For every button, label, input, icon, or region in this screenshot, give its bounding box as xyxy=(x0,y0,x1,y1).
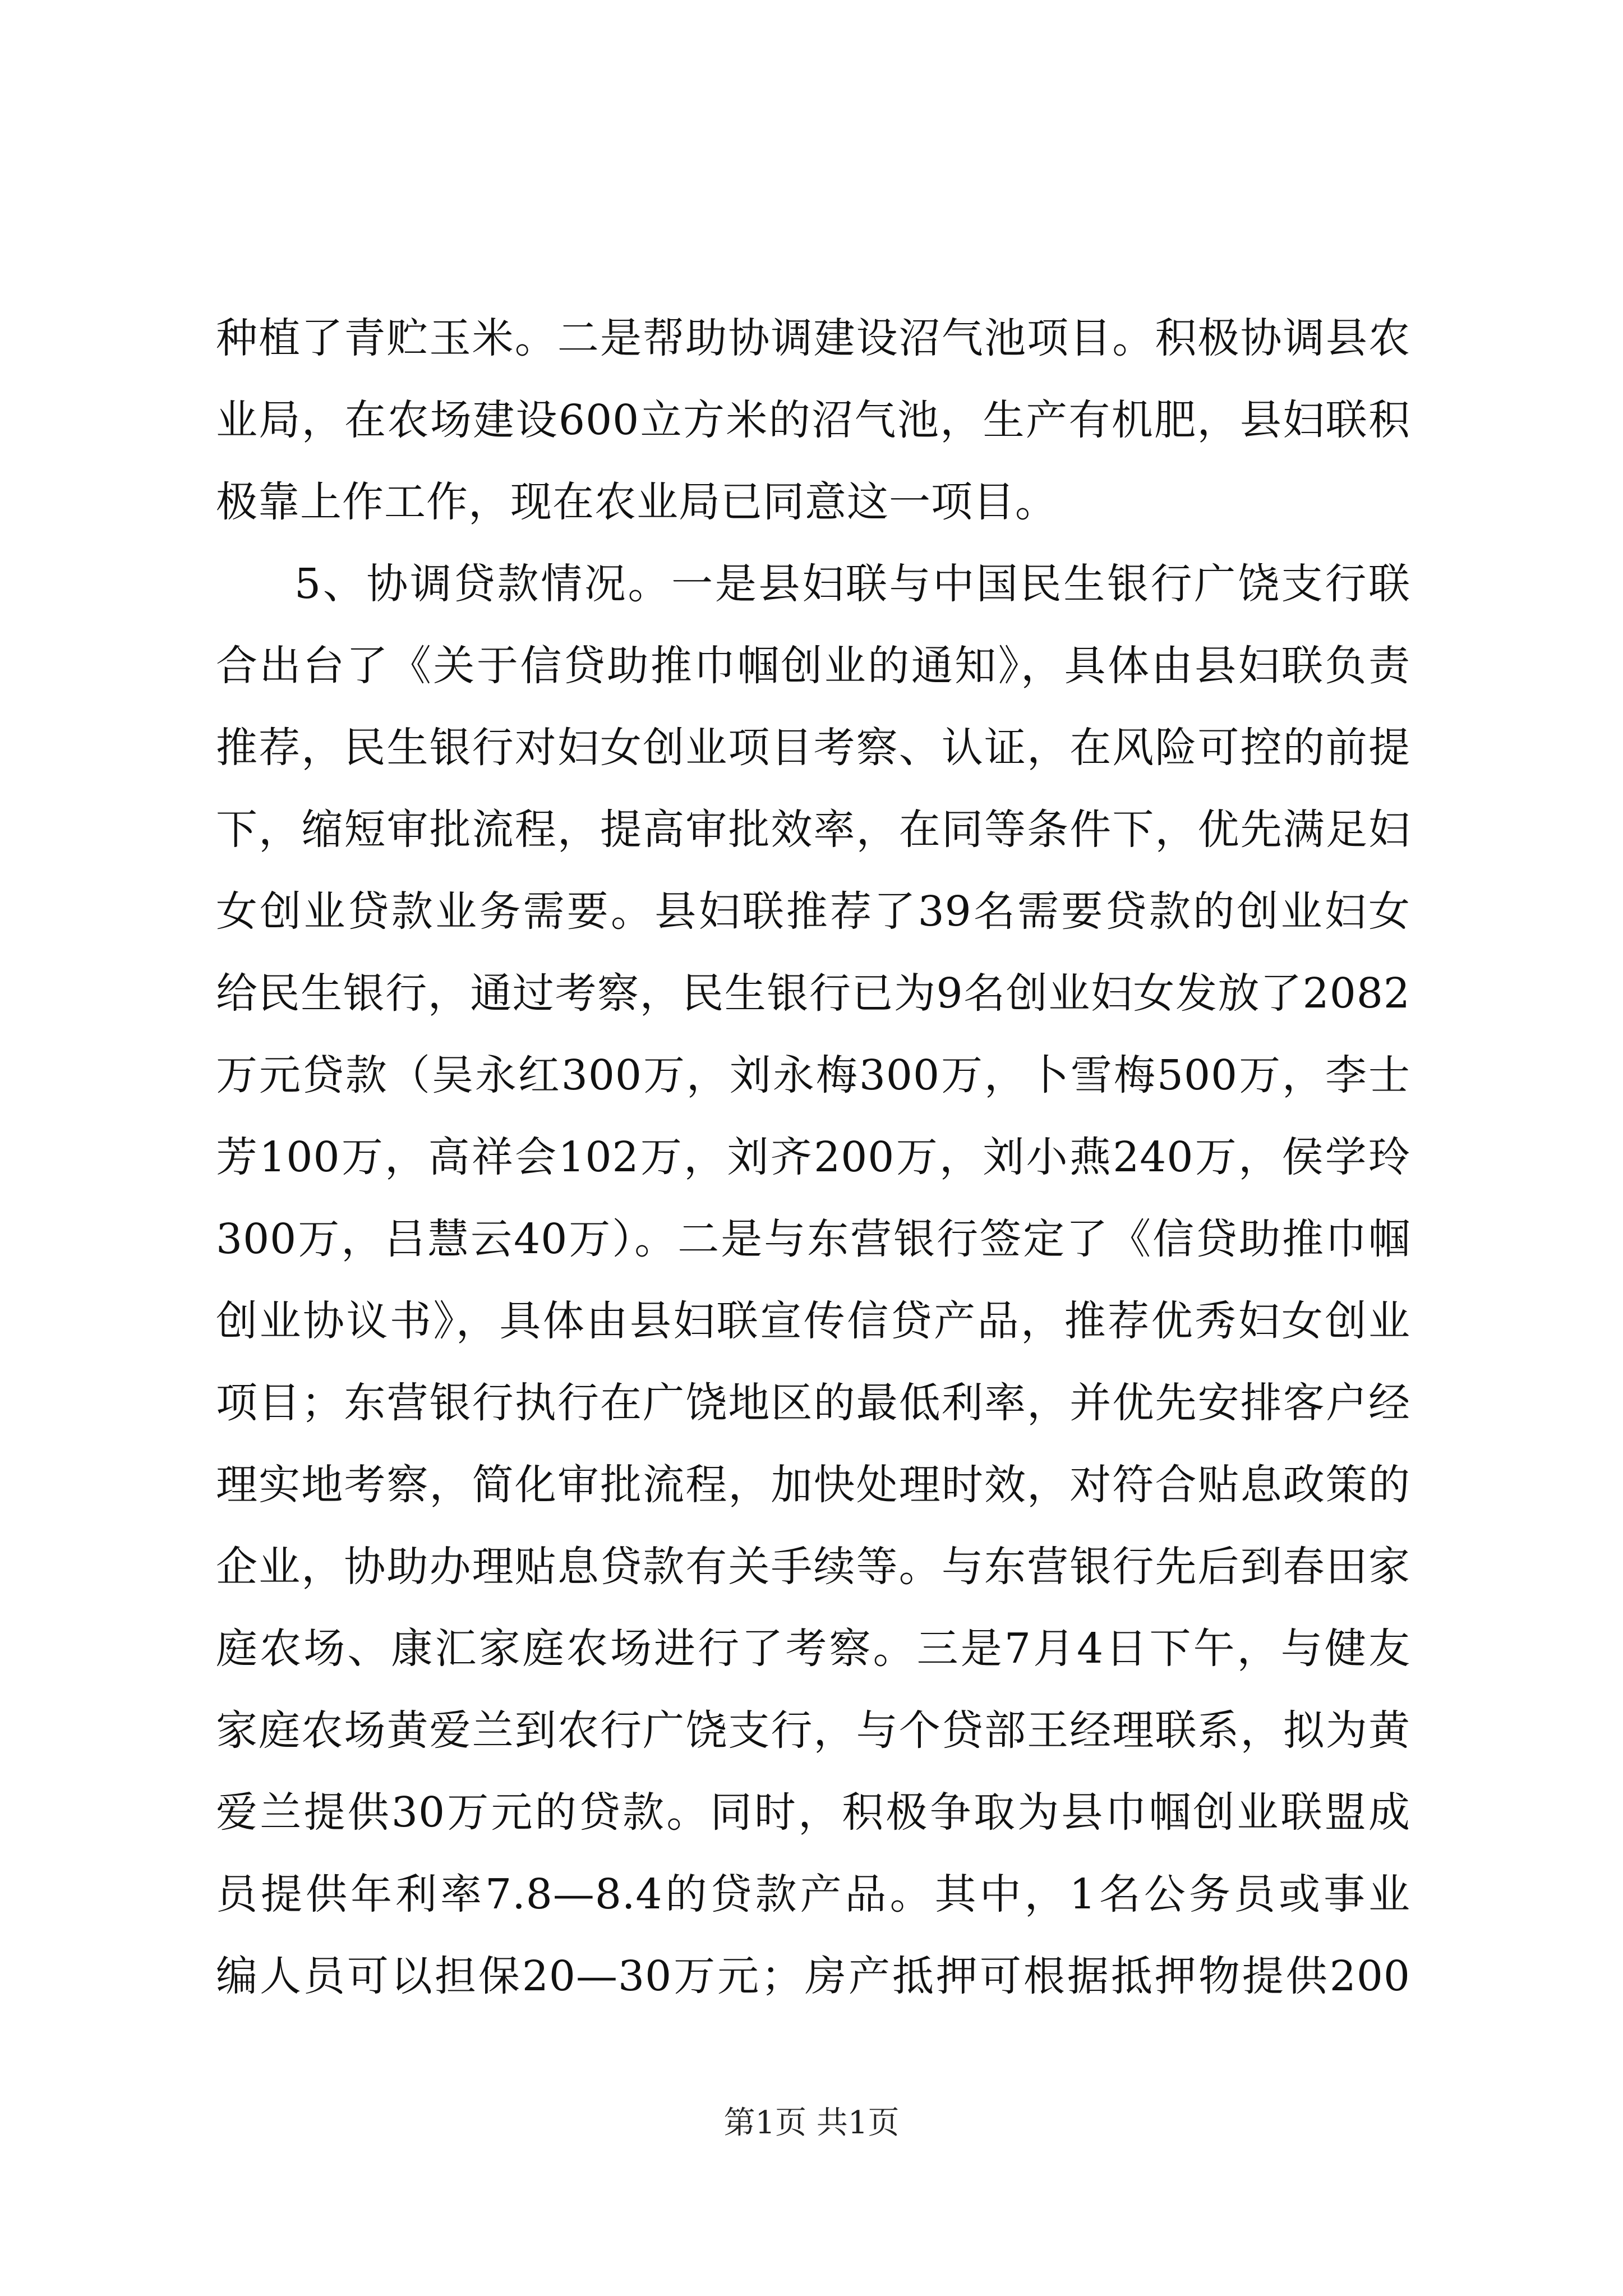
text-line: 合出台了《关于信贷助推巾帼创业的通知》，具体由县妇联负责 xyxy=(216,642,1410,690)
paragraph-1 xyxy=(216,297,1410,543)
text-line: 下，缩短审批流程，提高审批效率，在同等条件下，优先满足妇 xyxy=(216,806,1410,854)
text-line: 庭农场、康汇家庭农场进行了考察。三是7月4日下午，与健友 xyxy=(216,1625,1410,1673)
text-line: 员提供年利率7.8—8.4的贷款产品。其中，1名公务员或事业 xyxy=(216,1870,1410,1918)
page-number-footer: 第1页 共1页 xyxy=(723,2105,900,2141)
text-line: 业局，在农场建设600立方米的沼气池，生产有机肥，县妇联积 xyxy=(216,396,1410,444)
text-line: 理实地考察，简化审批流程，加快处理时效，对符合贴息政策的 xyxy=(216,1461,1410,1509)
text-line: 种植了青贮玉米。二是帮助协调建设沼气池项目。积极协调县农 xyxy=(216,314,1410,362)
text-line: 300万，吕慧云40万）。二是与东营银行签定了《信贷助推巾帼 xyxy=(216,1215,1410,1263)
text-line: 企业，协助办理贴息贷款有关手续等。与东营银行先后到春田家 xyxy=(216,1543,1410,1591)
text-line: 家庭农场黄爱兰到农行广饶支行，与个贷部王经理联系，拟为黄 xyxy=(216,1706,1410,1755)
text-line: 5、协调贷款情况。一是县妇联与中国民生银行广饶支行联 xyxy=(294,560,1410,608)
paragraph-2 xyxy=(216,543,1410,2017)
text-line: 万元贷款（吴永红300万，刘永梅300万，卜雪梅500万，李士 xyxy=(216,1051,1410,1099)
text-line: 给民生银行，通过考察，民生银行已为9名创业妇女发放了2082 xyxy=(216,969,1410,1018)
text-line: 芳100万，高祥会102万，刘齐200万，刘小燕240万，侯学玲 xyxy=(216,1133,1410,1181)
text-line: 爱兰提供30万元的贷款。同时，积极争取为县巾帼创业联盟成 xyxy=(216,1788,1410,1837)
text-line: 极靠上作工作，现在农业局已同意这一项目。 xyxy=(216,478,1057,526)
text-line: 女创业贷款业务需要。县妇联推荐了39名需要贷款的创业妇女 xyxy=(216,887,1410,936)
text-line: 编人员可以担保20—30万元；房产抵押可根据抵押物提供200 xyxy=(216,1952,1410,2000)
text-line: 推荐，民生银行对妇女创业项目考察、认证，在风险可控的前提 xyxy=(216,724,1410,772)
document-body xyxy=(216,297,1410,2017)
text-line: 创业协议书》，具体由县妇联宣传信贷产品，推荐优秀妇女创业 xyxy=(216,1297,1410,1345)
text-line: 项目；东营银行执行在广饶地区的最低利率，并优先安排客户经 xyxy=(216,1379,1410,1427)
